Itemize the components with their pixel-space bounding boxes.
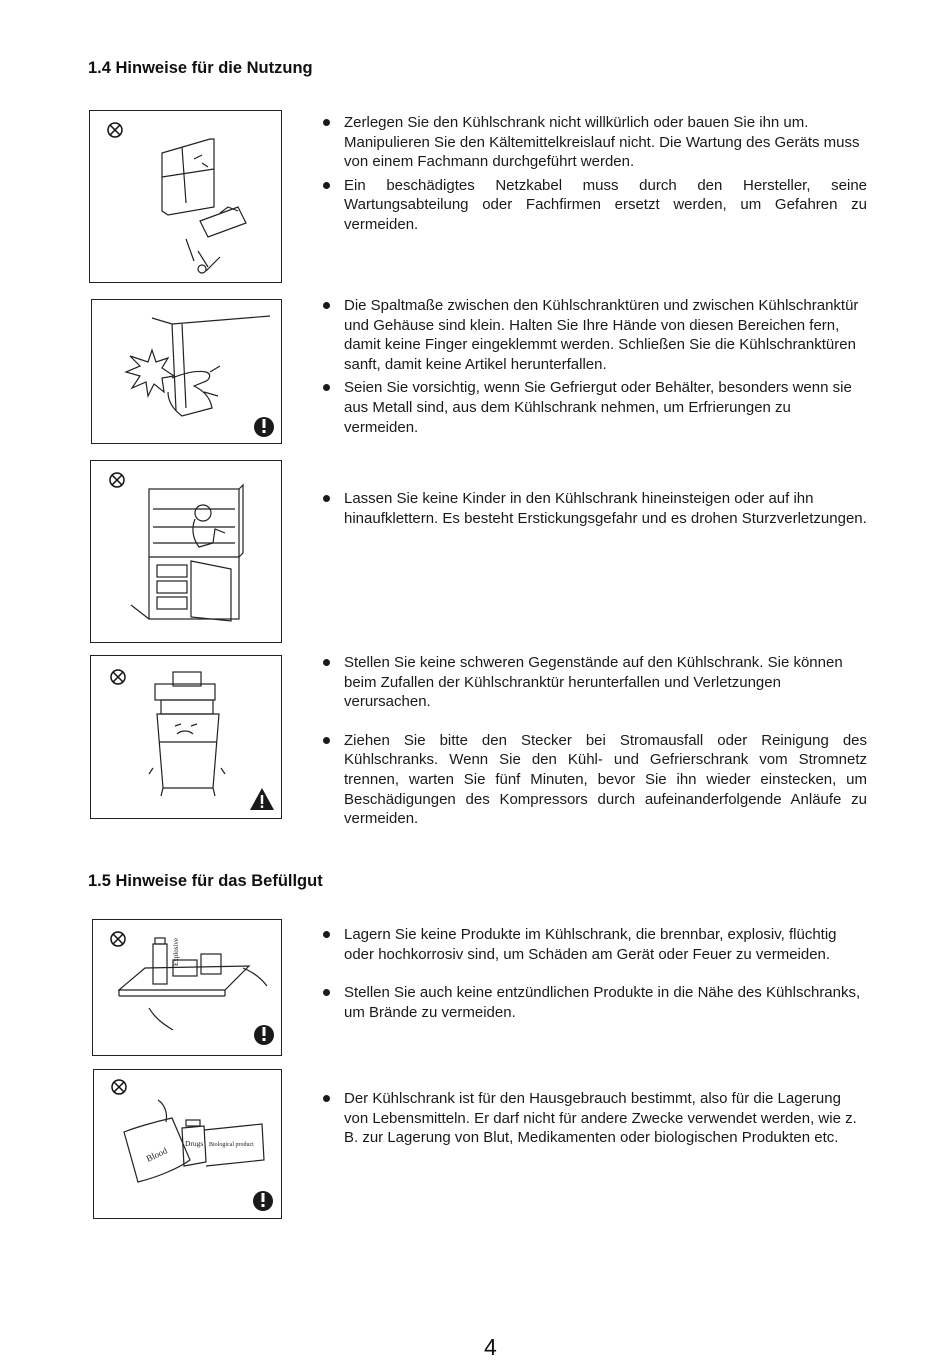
illustration-child-climbing: [90, 460, 282, 643]
exclamation-icon: [254, 1025, 274, 1045]
section-heading-contents: 1.5 Hinweise für das Befüllgut: [88, 872, 323, 890]
bullet-list-block-2: [322, 296, 867, 437]
bullet-item: Seien Sie vorsichtig, wenn Sie Gefriergut oder Behälter, besonders wenn sie aus Metall sind, aus dem Kühlschrank nehmen, um Erfrierungen zu vermeiden.: [322, 378, 867, 437]
bullet-item: Ein beschädigtes Netzkabel muss durch den Hersteller, seine Wartungsabteilung oder Fachfirmen ersetzt werden, um Gefahren zu vermeiden.: [322, 176, 867, 235]
illustration-disassembly: [89, 110, 282, 283]
prohibited-icon: [111, 932, 125, 946]
illustration-blood-drugs: [93, 1069, 282, 1219]
bullet-item: Die Spaltmaße zwischen den Kühlschranktüren und zwischen Kühlschranktür und Gehäuse sind klein. Halten Sie Ihre Hände von diesen Bereichen fern, damit keine Finger eingeklemmt werden. Schließen Sie die Kühlschranktüren sanft, damit keine Artikel herunterfallen.: [322, 296, 867, 374]
illustration-explosive-products: [92, 919, 282, 1056]
page-number: 4: [484, 1334, 497, 1360]
prohibited-icon: [112, 1080, 126, 1094]
bullet-list-block-5: [322, 925, 867, 1022]
bullet-list-block-1: [322, 113, 867, 235]
bullet-list-block-6: [322, 1089, 867, 1148]
bullet-item: Ziehen Sie bitte den Stecker bei Stromausfall oder Reinigung des Kühlschranks. Wenn Sie den Kühl- und Gefrierschrank vom Stromnetz trennen, warten Sie fünf Minuten, bevor Sie ihn wieder einstecken, um Beschädigungen des Kompressors durch aufeinanderfolgende Anläufe zu vermeiden.: [322, 731, 867, 829]
section-heading-usage: 1.4 Hinweise für die Nutzung: [88, 59, 313, 77]
bullet-item: Zerlegen Sie den Kühlschrank nicht willkürlich oder bauen Sie ihn um. Manipulieren Sie den Kältemittelkreislauf nicht. Die Wartung des Geräts muss von einem Fachmann durchgeführt werden.: [322, 113, 867, 172]
drugs-label: Drugs: [185, 1139, 204, 1148]
bullet-item: Stellen Sie auch keine entzündlichen Produkte in die Nähe des Kühlschranks, um Brände zu vermeiden.: [322, 983, 867, 1022]
bullet-item: Lagern Sie keine Produkte im Kühlschrank, die brennbar, explosiv, flüchtig oder hochkorrosiv sind, um Schäden am Gerät oder Feuer zu vermeiden.: [322, 925, 867, 964]
bullet-list-block-3: [322, 489, 867, 528]
bullet-item: Lassen Sie keine Kinder in den Kühlschrank hineinsteigen oder auf ihn hinaufklettern. Es besteht Erstickungsgefahr und es drohen Sturzverletzungen.: [322, 489, 867, 528]
explosive-label: Explosive: [172, 938, 180, 966]
exclamation-icon: [254, 417, 274, 437]
warning-triangle-icon: [250, 788, 274, 810]
bullet-item: Stellen Sie keine schweren Gegenstände auf den Kühlschrank. Sie können beim Zufallen der Kühlschranktür herunterfallen und Verletzungen verursachen.: [322, 653, 867, 712]
prohibited-icon: [111, 670, 125, 684]
bullet-list-block-4: [322, 653, 867, 829]
bullet-item: Der Kühlschrank ist für den Hausgebrauch bestimmt, also für die Lagerung von Lebensmitteln. Er darf nicht für andere Zwecke verwendet werden, wie z. B. zur Lagerung von Blut, Medikamenten oder biologischen Produkten etc.: [322, 1089, 867, 1148]
blood-label: Blood: [144, 1145, 169, 1164]
exclamation-icon: [253, 1191, 273, 1211]
illustration-heavy-objects: [90, 655, 282, 819]
illustration-door-gap: [91, 299, 282, 444]
prohibited-icon: [110, 473, 124, 487]
biological-label: Biological product: [209, 1142, 254, 1148]
prohibited-icon: [108, 123, 122, 137]
